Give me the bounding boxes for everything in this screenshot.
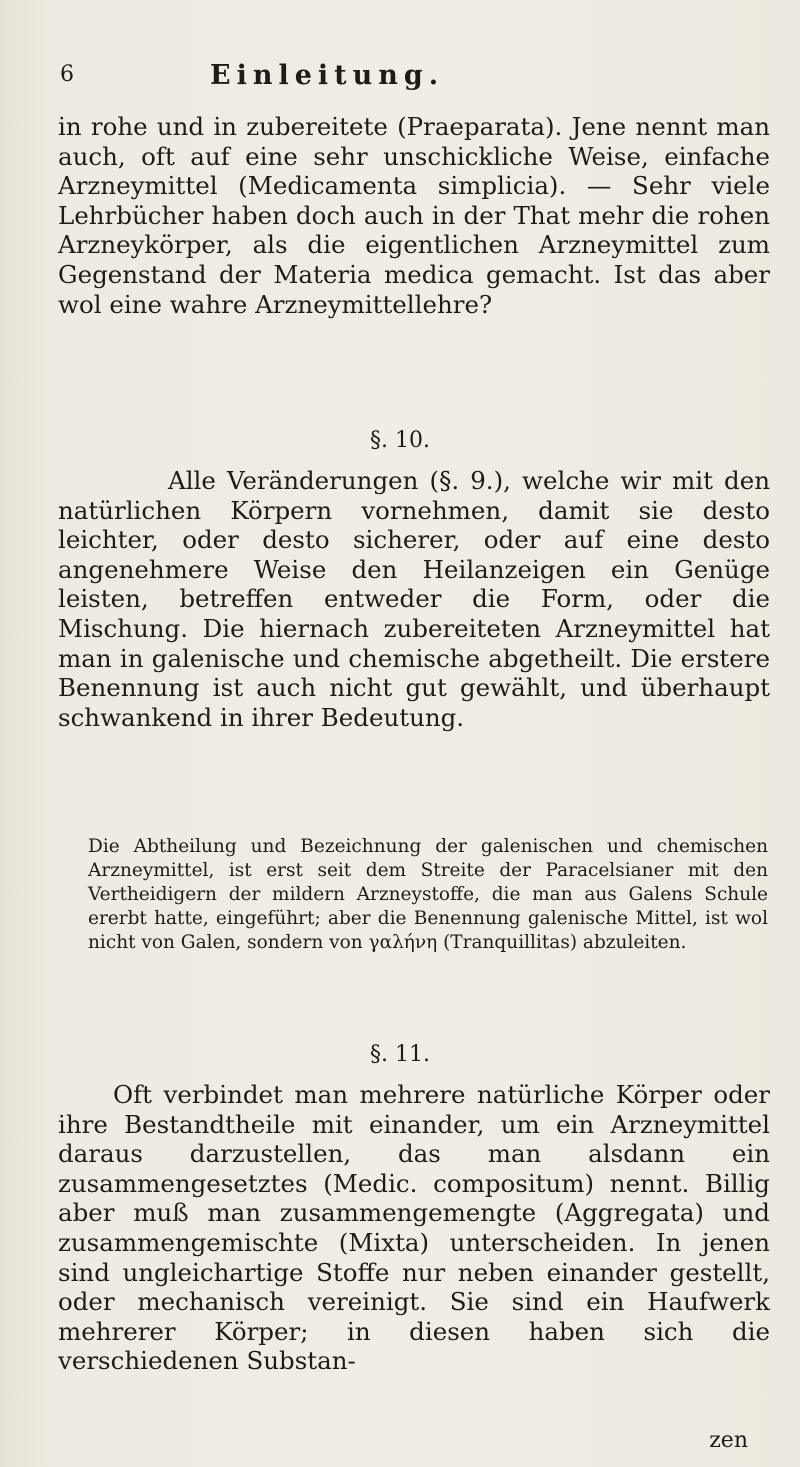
paragraph-3: Oft verbindet man mehrere natürliche Körper oder ihre Bestandtheile mit einander, um ein Arzneymittel daraus darzustellen, das man alsdann ein zusammengesetztes (Medic. compositum) nennt. Billig aber muß man zusammengemengte (Aggregata) und zusammengemischte (Mixta) unterscheiden. In jenen sind ungleichartige Stoffe nur neben einander gestellt, oder mechanisch vereinigt. Sie sind ein Haufwerk mehrerer Körper; in diesen haben sich die verschiedenen Substan- [58,1080,770,1376]
paragraph-1: in rohe und in zubereitete (Praeparata). Jene nennt man auch, oft auf eine sehr unschickliche Weise, einfache Arzneymittel (Medicamenta simplicia). — Sehr viele Lehrbücher haben doch auch in der That mehr die rohen Arzneykörper, als die eigentlichen Arzneymittel zum Gegenstand der Materia medica gemacht. Ist das aber wol eine wahre Arzneymittellehre? [58,112,770,319]
catchword: zen [709,1428,748,1453]
page-header [60,62,760,102]
footnote: Die Abtheilung und Bezeichnung der galenischen und chemischen Arzneymittel, ist erst seit dem Streite der Paracelsianer mit den Vertheidigern der mildern Arzneystoffe, die man aus Galens Schule ererbt hatte, eingeführt; aber die Benennung galenische Mittel, ist wol nicht von Galen, sondern von γαλήνη (Tranquillitas) abzuleiten. [88,836,768,953]
section-heading-11: §. 11. [370,1042,430,1067]
running-title: Einleitung. [210,60,445,91]
section-heading-10: §. 10. [370,428,430,453]
page-number: 6 [60,62,74,87]
paragraph-2: Alle Veränderungen (§. 9.), welche wir mit den natürlichen Körpern vornehmen, damit sie desto leichter, oder desto sicherer, oder auf eine desto angenehmere Weise den Heilanzeigen ein Genüge leisten, betreffen entweder die Form, oder die Mischung. Die hiernach zubereiteten Arzneymittel hat man in galenische und chemische abgetheilt. Die erstere Benennung ist auch nicht gut gewählt, und überhaupt schwankend in ihrer Bedeutung. [58,466,770,732]
